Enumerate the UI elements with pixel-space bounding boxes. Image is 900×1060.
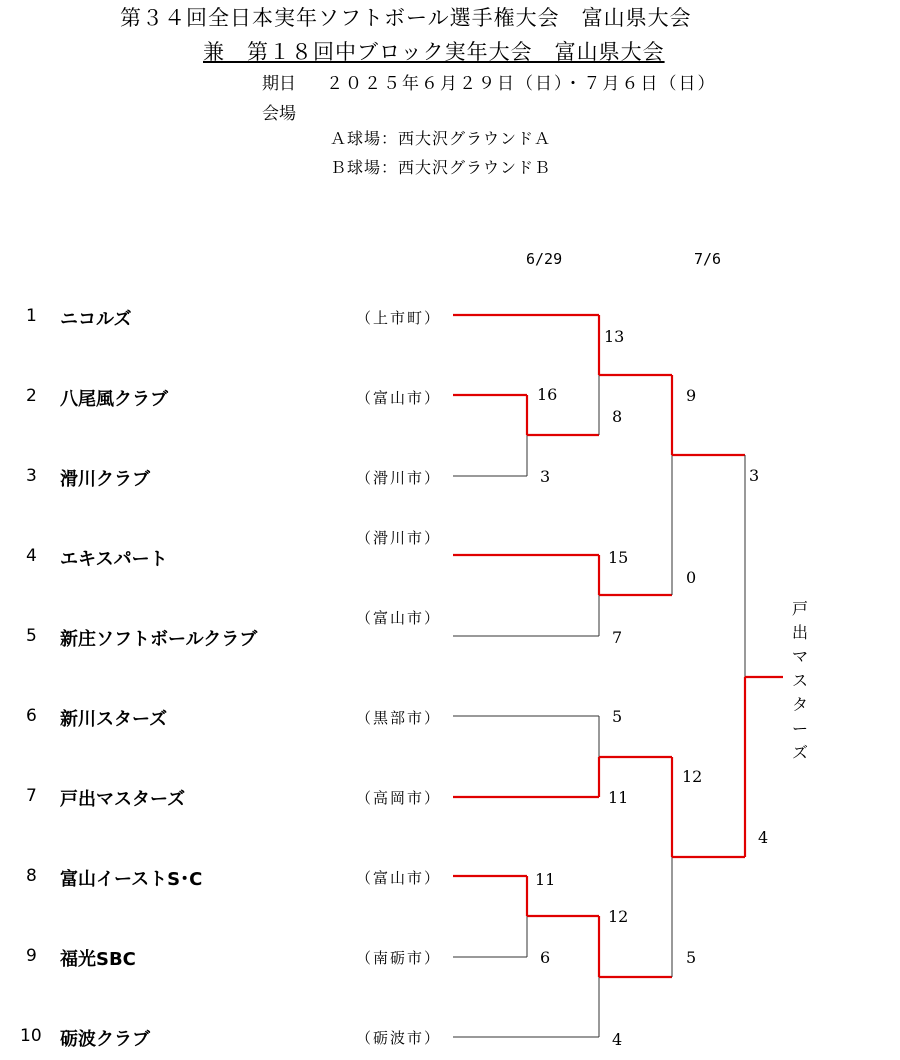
score-label: 5 bbox=[686, 948, 697, 967]
team-name: ニコルズ bbox=[60, 309, 132, 330]
team-city: （上市町） bbox=[356, 309, 442, 327]
score-label: 13 bbox=[604, 327, 625, 346]
team-num: 1 bbox=[26, 306, 37, 326]
champion-name: 戸出マスターズ bbox=[791, 599, 808, 762]
team-name: 滑川クラブ bbox=[60, 469, 150, 490]
team-num: 4 bbox=[26, 546, 37, 566]
score-label: 15 bbox=[608, 548, 629, 567]
team-city: （南砺市） bbox=[356, 949, 442, 967]
venue-b: Ｂ球場：西大沢グラウンドＢ bbox=[330, 158, 552, 177]
venue-a: Ａ球場：西大沢グラウンドＡ bbox=[330, 129, 552, 148]
date-label: 期日 bbox=[262, 74, 296, 94]
date-value: ２０２５年６月２９日（日）・７月６日（日） bbox=[326, 74, 717, 94]
team-name: 新庄ソフトボールクラブ bbox=[60, 629, 258, 650]
team-name: 新川スターズ bbox=[60, 709, 168, 730]
score-label: 4 bbox=[612, 1030, 623, 1049]
score-label: 7 bbox=[612, 628, 623, 647]
team-name: エキスパート bbox=[60, 549, 168, 570]
score-label: 5 bbox=[612, 707, 623, 726]
team-name: 福光SBC bbox=[60, 949, 136, 970]
team-city: （高岡市） bbox=[356, 789, 442, 807]
team-city: （滑川市） bbox=[356, 469, 442, 487]
score-label: 12 bbox=[608, 907, 629, 926]
team-num: 7 bbox=[26, 786, 37, 806]
score-label: 11 bbox=[535, 870, 556, 889]
team-name: 砺波クラブ bbox=[60, 1029, 150, 1050]
score-label: 12 bbox=[682, 767, 703, 786]
team-city: （黒部市） bbox=[356, 709, 442, 727]
score-label: 0 bbox=[686, 568, 697, 587]
team-num: 6 bbox=[26, 706, 37, 726]
venue-label: 会場 bbox=[262, 104, 296, 124]
tournament-subtitle: 兼 第１８回中ブロック実年大会 富山県大会 bbox=[203, 40, 665, 64]
team-city: （富山市） bbox=[356, 609, 442, 627]
team-name: 八尾風クラブ bbox=[60, 389, 168, 410]
score-label: 9 bbox=[686, 386, 697, 405]
team-city: （滑川市） bbox=[356, 529, 442, 547]
tournament-title: 第３４回全日本実年ソフトボール選手権大会 富山県大会 bbox=[120, 6, 692, 30]
score-label: 3 bbox=[749, 466, 760, 485]
score-label: 3 bbox=[540, 467, 551, 486]
team-num: 8 bbox=[26, 866, 37, 886]
team-name: 戸出マスターズ bbox=[60, 789, 186, 810]
team-city: （富山市） bbox=[356, 389, 442, 407]
team-num: 2 bbox=[26, 386, 37, 406]
team-city: （砺波市） bbox=[356, 1029, 442, 1047]
score-label: 11 bbox=[608, 788, 629, 807]
score-label: 16 bbox=[537, 385, 558, 404]
team-num: 10 bbox=[20, 1026, 42, 1046]
team-num: 3 bbox=[26, 466, 37, 486]
score-label: 4 bbox=[758, 828, 769, 847]
round-date-2: 7/6 bbox=[694, 250, 722, 268]
team-num: 5 bbox=[26, 626, 37, 646]
team-num: 9 bbox=[26, 946, 37, 966]
team-city: （富山市） bbox=[356, 869, 442, 887]
round-date-1: 6/29 bbox=[526, 250, 563, 268]
score-label: 8 bbox=[612, 407, 623, 426]
team-name: 富山イーストS･C bbox=[60, 869, 203, 890]
score-label: 6 bbox=[540, 948, 551, 967]
